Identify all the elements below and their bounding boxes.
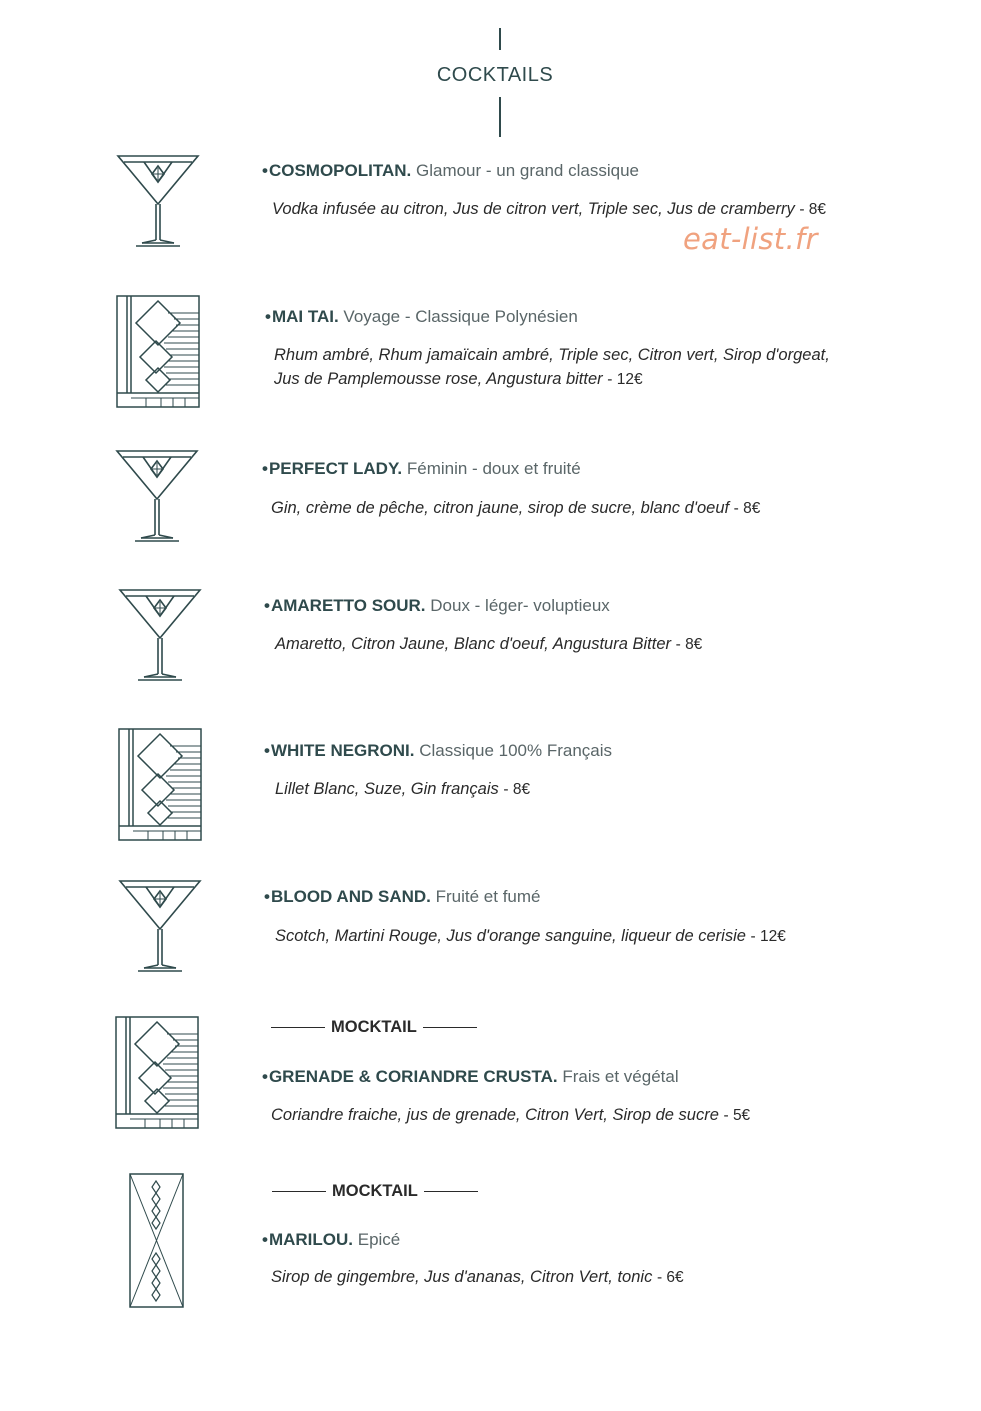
- item-title: •MARILOU. Epicé: [262, 1230, 401, 1249]
- item-title: •GRENADE & CORIANDRE CRUSTA. Frais et végétal: [262, 1067, 679, 1086]
- item-name: GRENADE & CORIANDRE CRUSTA.: [268, 1067, 558, 1086]
- watermark: eat-list.fr: [683, 222, 818, 256]
- divider: [272, 1191, 326, 1192]
- item-tagline: Frais et végétal: [562, 1067, 679, 1086]
- item-description: Vodka infusée au citron, Jus de citron vert, Triple sec, Jus de cramberry - 8€: [272, 200, 827, 218]
- martini-glass-icon: [115, 449, 201, 545]
- item-title: •MAI TAI. Voyage - Classique Polynésien: [265, 307, 578, 326]
- divider: [271, 1027, 325, 1028]
- item-tagline: Epicé: [357, 1230, 401, 1249]
- martini-glass-icon: [118, 879, 204, 975]
- item-title: •AMARETTO SOUR. Doux - léger- voluptieux: [264, 596, 610, 615]
- item-title: •BLOOD AND SAND. Fruité et fumé: [264, 887, 541, 906]
- item-name: MARILOU.: [268, 1230, 353, 1249]
- highball-glass-icon: [118, 728, 203, 842]
- item-title: •COSMOPOLITAN. Glamour - un grand classique: [262, 161, 639, 180]
- mocktail-label: MOCKTAIL: [271, 1018, 477, 1037]
- martini-glass-icon: [118, 588, 204, 684]
- item-description: Coriandre fraiche, jus de grenade, Citron Vert, Sirop de sucre - 5€: [271, 1106, 751, 1124]
- item-description: Gin, crème de pêche, citron jaune, sirop de sucre, blanc d'oeuf - 8€: [271, 499, 761, 517]
- item-tagline: Classique 100% Français: [419, 741, 613, 760]
- item-price: 8€: [808, 201, 827, 218]
- item-tagline: Féminin - doux et fruité: [406, 459, 581, 478]
- header-divider-bottom: [499, 97, 501, 137]
- page-title: COCKTAILS: [436, 64, 554, 86]
- highball-glass-icon: [115, 1016, 200, 1130]
- item-price: 12€: [759, 928, 786, 945]
- item-price: 12€: [616, 371, 643, 388]
- header-divider-top: [499, 28, 501, 50]
- item-tagline: Voyage - Classique Polynésien: [343, 307, 578, 326]
- item-price: 8€: [512, 781, 531, 798]
- item-name: AMARETTO SOUR.: [270, 596, 426, 615]
- item-name: WHITE NEGRONI.: [270, 741, 415, 760]
- item-description: Scotch, Martini Rouge, Jus d'orange sanguine, liqueur de cerisie - 12€: [275, 927, 786, 945]
- item-name: COSMOPOLITAN.: [268, 161, 412, 180]
- item-price: 5€: [732, 1107, 751, 1124]
- item-name: BLOOD AND SAND.: [270, 887, 431, 906]
- martini-glass-icon: [116, 154, 202, 250]
- item-name: MAI TAI.: [271, 307, 339, 326]
- item-description: Sirop de gingembre, Jus d'ananas, Citron Vert, tonic - 6€: [271, 1268, 684, 1286]
- item-title: •WHITE NEGRONI. Classique 100% Français: [264, 741, 613, 760]
- item-description: Amaretto, Citron Jaune, Blanc d'oeuf, Angustura Bitter - 8€: [275, 635, 703, 653]
- mocktail-label: MOCKTAIL: [272, 1182, 478, 1201]
- item-price: 8€: [743, 500, 761, 517]
- item-tagline: Fruité et fumé: [435, 887, 541, 906]
- item-price: 6€: [666, 1269, 684, 1286]
- item-tagline: Doux - léger- voluptieux: [430, 596, 610, 615]
- highball-glass-icon: [116, 295, 201, 409]
- item-description: Rhum ambré, Rhum jamaïcain ambré, Triple sec, Citron vert, Sirop d'orgeat, Jus de Pamplemousse rose, Angustura bitter - 12€: [274, 346, 830, 388]
- item-tagline: Glamour - un grand classique: [415, 161, 639, 180]
- divider: [423, 1027, 477, 1028]
- tall-glass-icon: [129, 1173, 185, 1309]
- item-title: •PERFECT LADY. Féminin - doux et fruité: [262, 459, 581, 478]
- item-name: PERFECT LADY.: [268, 459, 403, 478]
- item-description: Lillet Blanc, Suze, Gin français - 8€: [275, 780, 531, 798]
- divider: [424, 1191, 478, 1192]
- item-price: 8€: [685, 636, 703, 653]
